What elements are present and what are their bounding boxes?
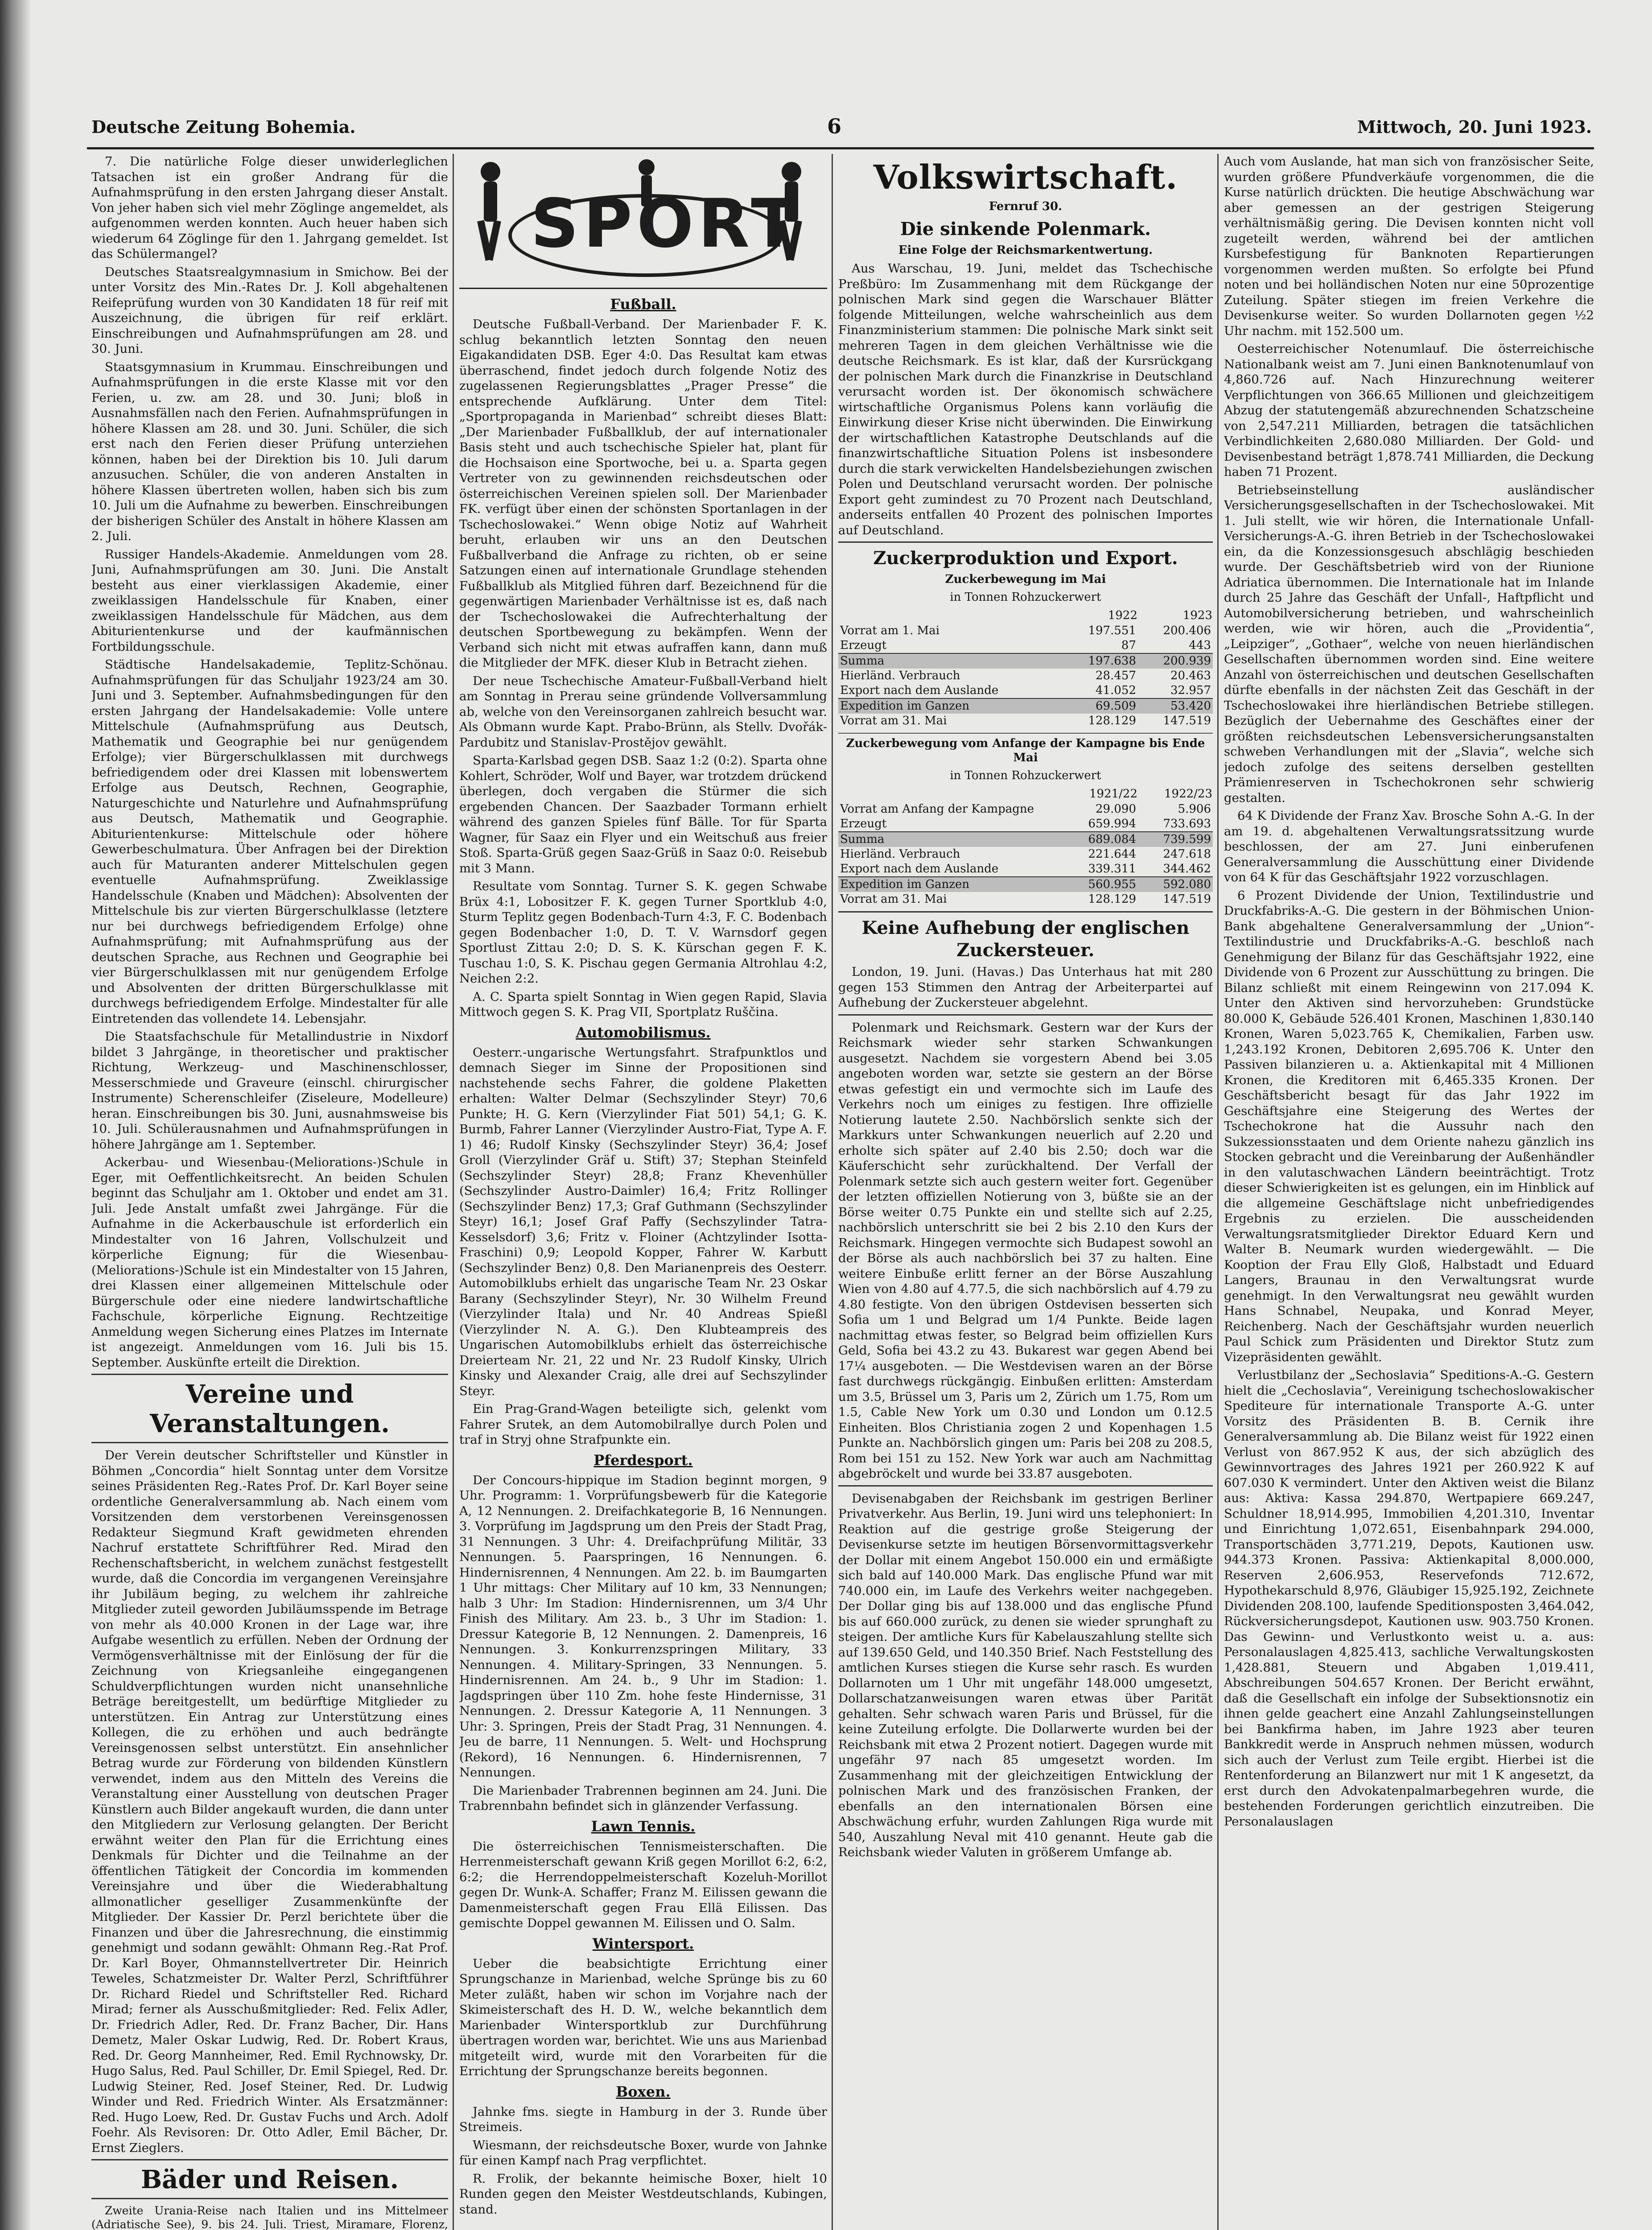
table-cell-value: 339.311 [1088, 862, 1136, 875]
table-title: Zuckerbewegung vom Anfange der Kampagne bis Ende Mai [846, 737, 1205, 764]
table-cell-value: 197.638 [1063, 653, 1138, 669]
table-cell-label: Erzeugt [840, 639, 887, 652]
table-row [838, 714, 1213, 728]
table-row [838, 638, 1213, 653]
article-paragraph: Betriebseinstellung ausländischer Versicherungsgesellschaften in der Tschechoslowakei. Mit 1. Juli stellt, wie wir hören, die Internationale Unfall-Versicherungs-A.-G. ihren Betrieb in der Tschechoslowakei ein, da die Konzessionsgesuch abschlägig beschieden wurde. Der Geschäftsbetrieb wird von der Riunione Adriatica übernommen. Die Internationale hat im Inlande durch 25 Jahre das Geschäft der Unfall-, Haftpflicht und Automobilversicherung betrieben, und wahrscheinlich werden, wie wir hören, auch die „Providentia“, „Leipziger“, „Gothaer“, welche von neuen hierländischen Gesellschaften übernommen worden sind. Eine weitere Anzahl von österreichischen und deutschen Gesellschaften dürfte ebenfalls in der nächsten Zeit das Geschäft in der Tschechoslowakei ihre hierländischen Betriebe stillegen. Bezüglich der Uebernahme des Geschäftes einer der größten reichsdeutschen Lebensversicherungsanstalten schweben Verhandlungen mit der „Slavia“, welche sich jedoch zufolge des seitens derselben gestellten Prämienreserven in Tschechokronen sehr schwierig gestalten. [1224, 483, 1594, 805]
table-row [838, 669, 1213, 683]
table-row [838, 892, 1213, 907]
newspaper-name: Deutsche Zeitung Bohemia. [91, 117, 356, 137]
table-cell-value: 221.644 [1088, 847, 1136, 861]
table-cell-label: Erzeugt [840, 817, 887, 830]
table-cell-value: 32.957 [1170, 684, 1211, 697]
scan-edge-left [0, 0, 31, 2230]
article-paragraph: Ackerbau- und Wiesenbau-(Meliorations-)Schule in Eger, mit Oeffentlichkeitsrecht. An beiden Schulen beginnt das Schuljahr am 1. Oktober und endet am 31. Juli. Jede Anstalt umfaßt zwei Jahrgänge. Für die Aufnahme in die Ackerbauschule ist erforderlich ein Mindestalter von 16 Jahren, Vollschulzeit und körperliche Eignung; für die Wiesenbau-(Meliorations-)Schule ist ein Mindestalter von 15 Jahren, drei Klassen einer allgemeinen Mittelschule oder Bürgerschule oder eine niedere landwirtschaftliche Fachschule, körperliche Eignung. Rechtzeitige Anmeldung wegen Sicherung eines Platzes im Internate ist angezeigt. Anmeldungen vom 16. Juli bis 15. September. Auskünfte erteilt die Direktion. [91, 1155, 448, 1370]
table-row [838, 817, 1213, 832]
table-cell-value: 344.462 [1163, 862, 1211, 875]
sugar-table-campaign [838, 786, 1213, 907]
table-cell-value: 592.080 [1138, 877, 1213, 892]
article-paragraph: Wiesmann, der reichsdeutsche Boxer, wurde von Jahnke für einen Kampf nach Prag verpflichtet. [459, 2138, 827, 2168]
article-paragraph: Jahnke fms. siegte in Hamburg in der 3. Runde über Streimeis. [459, 2104, 827, 2134]
section-heading-fussball: Fußball. [610, 296, 676, 313]
table-row [838, 847, 1213, 862]
table-year-header: 1921/22 [1089, 787, 1137, 801]
article-heading-aufhebung: Keine Aufhebung der englischen Zuckersteuer. [861, 917, 1190, 961]
table-unit: in Tonnen Rohzuckerwert [950, 769, 1101, 782]
table-cell-label: Expedition im Ganzen [838, 877, 1063, 892]
section-heading-tennis: Lawn Tennis. [591, 1817, 696, 1835]
issue-date: Mittwoch, 20. Juni 1923. [1357, 117, 1592, 137]
header-rule [87, 147, 1594, 149]
article-heading-zucker: Zuckerproduktion und Export. [873, 548, 1178, 569]
table-row [838, 683, 1213, 698]
article-paragraph: Der Verein deutscher Schriftsteller und Künstler in Böhmen „Concordia“ hielt Sonntag unter dem Vorsitze seines Präsidenten Reg.-Rates Prof. Dr. Karl Boyer seine ordentliche Generalversammlung ab. Nach einem vom Vorsitzenden dem verstorbenen Vereinsgenossen Redakteur Siegmund Kraft gewidmeten ehrenden Nachruf erstattete Schriftführer Red. Mirad den Rechenschaftsbericht, in welchem zunächst festgestellt wurde, daß die Concordia im vergangenen Vereinsjahre ihr Jubiläum beging, zu welchem ihr zahlreiche Mitglieder zuteil geworden Jubiläumsspende im Betrage von mehr als 40.000 Kronen in der Lage war, ihre Aufgabe wesentlich zu erfüllen. Neben der Ordnung der Vermögensverhältnisse mit der Einlösung der für die Zeichnung von Kriegsanleihe eingegangenen Schuldverpflichtungen wurden nicht unansehnliche Beträge bereitgestellt, um bedürftige Mitglieder zu unterstützen. Ein Antrag zur Unterstützung eines Kollegen, die zu erhöhen und auch bedrängte Vereinsgenossen selbst unterstützt. Ein ansehnlicher Betrag wurde zur Förderung von bildenden Künstlern verwendet, indem aus den Mitteln des Vereins die Veranstaltung einer Ausstellung von deutschen Prager Künstlern auch Bilder angekauft wurden, die dann unter den Mitgliedern zur Verlosung gelangten. Der Bericht erwähnt weiter den Plan für die Errichtung eines Denkmals für Dichter und die Teilnahme an der öffentlichen Tätigkeit der Concordia im kommenden Vereinsjahre und über die Wiederabhaltung allmonatlicher geselliger Zusammenkünfte der Mitglieder. Der Kassier Dr. Perzl berichtete über die Finanzen und über die Jahresrechnung, die einstimmig genehmigt und sodann gewählt: Ohmann Reg.-Rat Prof. Dr. Karl Boyer, Ohmannstellvertreter Dir. Heinrich Teweles, Schatzmeister Dr. Walter Perzl, Schriftführer Dr. Richard Riedel und Schriftsteller Red. Richard Mirad; ferner als Ausschußmitglieder: Red. Felix Adler, Dr. Friedrich Adler, Red. Dr. Franz Bacher, Dir. Hans Demetz, Maler Oskar Ludwig, Red. Dr. Robert Kraus, Red. Dr. Georg Mannheimer, Red. Emil Rychnowsky, Dr. Hugo Salus, Red. Paul Schiller, Dr. Emil Spiegel, Red. Dr. Ludwig Steiner, Red. Josef Steiner, Red. Dr. Ludwig Winder und Red. Friedrich Winter. Als Ersatzmänner: Red. Hugo Loew, Red. Dr. Gustav Fuchs und Arch. Adolf Foehr. Als Revisoren: Dr. Otto Adler, Emil Bächer, Dr. Ernst Zieglers. [91, 1448, 448, 2155]
section-heading-baeder: Bäder und Reisen. [140, 2165, 399, 2194]
article-paragraph: Sparta-Karlsbad gegen DSB. Saaz 1:2 (0:2). Sparta ohne Kohlert, Schröder, Wolf und Bayer, war trotzdem drückend überlegen, doch vergaben die Stürmer die sich ergebenden Chancen. Der Saazbader Tormann erhielt während des ganzen Spieles fünf Bälle. Tor für Sparta Wagner, für Saaz ein Flyer und ein Weitschuß aus freier Stoß. Sparta-Grüß gegen Saaz-Grüß in Saaz 0:0. Reisebub mit 3 Mann. [459, 753, 827, 875]
table-cell-value: 733.693 [1163, 817, 1211, 830]
article-paragraph: London, 19. Juni. (Havas.) Das Unterhaus hat mit 280 gegen 153 Stimmen den Antrag der Arbeiterpartei auf Aufhebung der Zuckersteuer abgelehnt. [838, 965, 1213, 1010]
article-paragraph: Auch vom Auslande, hat man sich von französischer Seite, wurden größere Pfundverkäufe vorgenommen, die die Kurse natürlich drückten. Die heutige Abschwächung war aber gemessen an der gestrigen Steigerung verhältnismäßig gering. Die Devisen konnten nicht voll zugeteilt werden, während bei der amtlichen Kursbefestigung für Banknoten Repartierungen vorgenommen werden mußten. So erfolgte bei Pfund noten und bei holländischen Noten nur eine 50prozentige Zuteilung. Später stiegen im freien Verkehre die Devisenkurse weiter. So wurden Dollarnoten gegen ½2 Uhr nachm. mit 152.500 um. [1224, 154, 1594, 338]
sugar-table-may [838, 608, 1213, 728]
fernruf-label: Fernruf 30. [989, 200, 1063, 213]
section-heading-auto: Automobilismus. [576, 1024, 711, 1041]
section-heading-boxen: Boxen. [616, 2083, 671, 2100]
table-cell-value: 197.551 [1088, 624, 1136, 637]
article-paragraph: Ein Prag-Grand-Wagen beteiligte sich, gelenkt vom Fahrer Srutek, an dem Automobilrallye durch Polen und traf in Stryj ohne Strafpunkte ein. [459, 1402, 827, 1447]
article-paragraph: Die Staatsfachschule für Metallindustrie in Nixdorf bildet 3 Jahrgänge, in theoretischer und praktischer Richtung, Werkzeug- und Maschinenschlosser, Messerschmiede und Graveure (einschl. chirurgischer Instrumente) Scherenschleifer (Ziseleure, Modelleure) heran. Einschreibungen bis 30. Juni, ausnahmsweise bis 10. Juli. Schülerausnahmen und Aufnahmsprüfungen in höhere Jahrgänge am 1. September. [91, 1029, 448, 1152]
table-cell-value: 689.084 [1063, 832, 1138, 847]
section-heading-pferde: Pferdesport. [593, 1451, 693, 1469]
column-1 [91, 154, 448, 2230]
article-paragraph: Die Marienbader Trabrennen beginnen am 24. Juni. Die Trabrennbahn befindet sich in glänzender Verfassung. [459, 1783, 827, 1813]
table-cell-value: 28.457 [1096, 669, 1136, 682]
section-rule [838, 911, 1213, 913]
section-heading-winter: Wintersport. [592, 1935, 694, 1952]
sport-section-logo [459, 154, 827, 289]
article-paragraph: A. C. Sparta spielt Sonntag in Wien gegen Rapid, Slavia Mittwoch gegen S. K. Prag VII, Sportplatz Ruščina. [459, 989, 827, 1019]
table-cell-label: Vorrat am 31. Mai [840, 714, 947, 727]
article-paragraph: Polenmark und Reichsmark. Gestern war der Kurs der Reichsmark wieder sehr starken Schwankungen ausgesetzt. Nachdem sie vorgestern Abend bei 3.05 angeboten worden war, setzte sie gestern an der Börse etwas gefestigt ein und vermochte sich im Laufe des Verkehrs noch um einiges zu festigen. Ihre offizielle Notierung lautete 2.50. Nachbörslich senkte sich der Markkurs unter Schwankungen neuerlich auf 2.20 und erholte sich später auf 2.40 bis 2.50; doch war die Käuferschicht sehr zurückhaltend. Der Verfall der Polenmark setzte sich auch gestern weiter fort. Gegenüber der letzten offiziellen Notierung von 3, büßte sie an der Börse weiter 0.75 Punkte ein und stellte sich auf 2.25, nachbörslich unterschritt sie bei 2 bis 2.10 den Kurs der Reichsmark. Hingegen vermochte sich Budapest sowohl an der Börse als auch nachbörslich bei 37 zu halten. Eine weitere Einbuße erlitt ferner an der Börse Auszahlung Wien von 4.80 auf 4.77.5, die sich nachbörslich auf 4.79 zu 4.80 festigte. Von den übrigen Ostdevisen besserten sich Sofia um 1 und Belgrad um 1/4 Punkte. Beide lagen nachmittag etwas fester, so Belgrad beim offiziellen Kurs Geld, Sofia bei 43.2 zu 43. Bukarest war gegen Abend bei 17¼ ausgeboten. — Die Westdevisen waren an der Börse fast durchwegs rückgängig. Einbußen erlitten: Amsterdam um 3.5, Brüssel um 3, Paris um 2, Zürich um 1.75, Rom um 1.5, Cable New York um 0.30 und London um 0.12.5 Einheiten. Blos Christiania zogen 2 und Kopenhagen 1.5 Punkte an. Nachbörslich gingen um: Paris bei 208 zu 208.5, Rom bei 151 zu 152. New York war auch am Nachmittag abgebröckelt und wurde bei 33.87 ausgeboten. [838, 1020, 1213, 1481]
table-cell-value: 200.939 [1138, 653, 1213, 669]
article-paragraph: Oesterr.-ungarische Wertungsfahrt. Strafpunktlos und demnach Sieger im Sinne der Propositionen sind nachstehende sechs Fahrer, die goldene Plaketten erhalten: Walter Delmar (Sechszylinder Steyr) 70,6 Punkte; H. G. Kern (Vierzylinder Fiat 501) 54,1; G. K. Burmb, Fahrer Lanner (Vierzylinder Austro-Fiat, Type A. F. 1) 46; Rudolf Kinsky (Sechszylinder Steyr) 36,4; Josef Groll (Vierzylinder Gräf u. Stift) 37; Stephan Steinfeld (Sechszylinder Steyr) 28,8; Franz Khevenhüller (Sechszylinder Austro-Daimler) 16,4; Fritz Rollinger (Sechszylinder Benz) 17,3; Graf Guthmann (Sechszylinder Steyr) 16,1; Josef Graf Paffy (Sechszylinder Tatra-Kesselsdorf) 3,6; Fritz v. Floiner (Achtzylinder Isotta-Fraschini) 0,9; Leopold Kopper, Fahrer W. Karbutt (Sechszylinder Benz) 0,8. Den Marianenpreis des Oesterr. Automobilklubs erhielt das ungarische Team Nr. 23 Oskar Barany (Sechszylinder Steyr), Nr. 30 Wilhelm Freund (Vierzylinder Itala) und Nr. 40 Andreas Spießl (Vierzylinder N. A. G.). Den Klubteampreis des Ungarischen Automobilklubs erhielt das österreichische Dreierteam Nr. 21, 22 und Nr. 23 Rudolf Kinsky, Ulrich Kinsky und Alexander Craig, alle drei auf Sechszylinder Steyr. [459, 1045, 827, 1398]
table-cell-value: 443 [1189, 639, 1211, 652]
table-row [838, 862, 1213, 877]
section-rule [838, 1014, 1213, 1016]
section-rule [91, 2159, 448, 2160]
table-cell-value: 128.129 [1088, 892, 1136, 906]
article-paragraph: 6 Prozent Dividende der Union, Textilindustrie und Druckfabriks-A.-G. Die gestern in der Böhmischen Union-Bank abgehaltene Generalversammlung der „Union“-Textilindustrie und Druckfabriks-A.-G. beschloß nach Genehmigung der Bilanz für das Geschäftsjahr 1922, eine Dividende von 6 Prozent zur Ausschüttung zu bringen. Die Bilanz schließt mit einem Reingewinn von 217.094 K. Unter den Aktiven sind hervorzuheben: Grundstücke 80.000 K, Gebäude 526.401 Kronen, Maschinen 1,830.140 Kronen, Waren 5,023.765 K, Chemikalien, Farben usw. 1,243.192 Kronen, Debitoren 2,695.706 K. Unter den Passiven bilanzieren u. a. Aktienkapital mit 4 Millionen Kronen, die Kreditoren mit 6,465.335 Kronen. Der Geschäftsbericht besagt für das Jahr 1922 im Geschäftsjahre eine Steigerung des Wertes der Tschechokrone hat die Aussuhr nach den Sukzessionsstaaten und dem Oriente nahezu gänzlich ins Stocken gebracht und die Vereinbarung der Außenhändler in den valutaschwachen Ländern beeinträchtigt. Trotz dieser Schwierigkeiten ist es gelungen, ein im Hinblick auf die allgemeine Geschäftslage nicht unbefriedigendes Ergebnis zu erzielen. Die ausscheidenden Verwaltungsratsmitglieder Direktor Eduard Kern und Walter B. Neumark wurden wiedergewählt. — Die Kooption der Frau Elly Gloß, Halbstadt und Eduard Langers, Braunau in den Verwaltungsrat wurde genehmigt. In den Verwaltungsrat neu gewählt wurden Hans Schnabel, Neupaka, und Konrad Meyer, Reichenberg. Nach der Geschäftsjahr wurden neuerlich Paul Schick zum Präsidenten und Direktor Stutz zum Vizepräsidenten gewählt. [1224, 888, 1594, 1364]
table-cell-value: 53.420 [1138, 698, 1213, 714]
article-paragraph: Deutsche Fußball-Verband. Der Marienbader F. K. schlug bekanntlich letzten Sonntag den neuen Eigakandidaten DSB. Eger 4:0. Das Resultat kam etwas überraschend, findet jedoch durch folgende Notiz des zugelassenen Regierungsblattes „Prager Presse“ die entsprechende Aufklärung. Unter dem Titel: „Sportpropaganda in Marienbad“ schreibt dieses Blatt: „Der Marienbader Fußballklub, der auf internationaler Basis steht und auch tschechische Spieler hat, plant für die Hochsaison eine Sportwoche, bei u. a. Sparta gegen Vertreter von zu gewinnenden reichsdeutschen oder österreichischen Vereinen spielen soll. Der Marienbader FK. verfügt über einen der schönsten Sportanlagen in der Tschechoslowakei.“ Wenn obige Notiz auf Wahrheit beruht, erlauben wir uns an den Deutschen Fußballverband die Anfrage zu richten, ob er seine Satzungen einen auf internationale Grundlage stehenden Fußballklub als Mitglied führen darf. Bezeichnend für die gegenwärtigen Marienbader Verhältnisse ist es, daß nach der Tschechoslowakei die Aufrechterhaltung der deutschen Sportbewegung zu bekämpfen. Wenn der Verband sich nicht mit etwas aufraffen kann, dann muß die Mitglieder der MFK. dieser Klub in Betracht ziehen. [459, 317, 827, 670]
column-4 [1224, 154, 1594, 2230]
column-2 [459, 154, 827, 2230]
table-cell-label: Export nach dem Auslande [840, 684, 999, 697]
section-rule [91, 1374, 448, 1375]
section-heading-volkswirtschaft: Volkswirtschaft. [873, 158, 1178, 197]
section-rule [91, 1442, 448, 1443]
table-cell-value: 560.955 [1063, 877, 1138, 892]
article-paragraph: Staatsgymnasium in Krummau. Einschreibungen und Aufnahmsprüfungen in die erste Klasse mit vor den Ferien, u. zw. am 28. und 30. Juni; bloß in Ausnahmsfällen nach den Ferien. Aufnahmsprüfungen in höhere Klassen am 28. und 30. Juni. Schüler, die sich erst nach den Ferien dieser Prüfung unterziehen können, haben bei der Direktion bis 10. Juli darum anzusuchen. Schüler, die von anderen Anstalten in höhere Klassen übertreten wollen, haben sich bis zum 10. Juli um die Aufnahme zu bewerben. Einschreibungen der bisherigen Schüler des Anstalt in höhere Klassen am 2. Juli. [91, 359, 448, 543]
section-rule [838, 541, 1213, 543]
article-paragraph: Ueber die beabsichtigte Errichtung einer Sprungschanze in Marienbad, welche Sprünge bis zu 60 Meter zuläßt, haben wir schon im Vorjahre nach der Skimeisterschaft des H. D. W., welche bekanntlich dem Marienbader Wintersportklub zur Durchführung übertragen worden war, berichtet. Wie uns aus Marienbad mitgeteilt wird, wurde mit den Vorarbeiten für die Errichtung der Sprungschanze bereits begonnen. [459, 1956, 827, 2078]
article-paragraph: Verlustbilanz der „Sechoslavia“ Speditions-A.-G. Gestern hielt die „Cechoslavia“, Vereinigung tschechoslowakischer Spediteure für internationale Transporte A.-G. unter Vorsitz des Präsidenten B. B. Cernik ihre Generalversammlung ab. Die Bilanz weist für 1922 einen Verlust von 867.952 K aus, der sich abzüglich des Gewinnvortrages des Jahres 1921 per 260.922 K auf 607.030 K vermindert. Unter den Aktiven weist die Bilanz aus: Aktiva: Kassa 294.870, Wertpapiere 669.247, Schuldner 18,914.995, Immobilien 4,201.310, Inventar und Einrichtung 1,072.651, Eisenbahnpark 294.000, Transportschäden 3,771.219, Depots, Kautionen usw. 944.373 Kronen. Passiva: Aktienkapital 8,000.000, Reserven 2,606.953, Reservefonds 712.672, Hypothekarschuld 8,976, Gläubiger 15,925.192, Zeichnete Dividenden 208.100, laufende Speditionsposten 3,464.042, Rückversicherungsdepot, Kautionen usw. 903.750 Kronen. Das Gewinn- und Verlustkonto weist u. a. aus: Personalauslagen 4,825.413, sachliche Verwaltungskosten 1,428.881, Steuern und Abgaben 1,019.411, Abschreibungen 504.657 Kronen. Der Bericht erwähnt, daß die Gesellschaft ein infolge der Subsektionsnotiz ein ihnen gelde geachert eine Anzahl Zahlungseinstellungen bei Bankfirma haben, im Jahre 1923 aber teuren Bankkredit werde in Anspruch nehmen müssen, wodurch sich auch der Verlust zum Teile ergibt. Hierbei ist die Rentenforderung an Bilanzwert nur mit 1 K angesetzt, da erst durch den Advokatenpalmarbegehren wurde, die bestehenden Forderungen gerichtlich einzutreiben. Die Personalauslagen [1224, 1368, 1594, 1829]
section-heading-vereine: Vereine und Veranstaltungen. [150, 1379, 390, 1438]
table-cell-value: 87 [1121, 639, 1136, 652]
column-divider [453, 154, 454, 2230]
table-row [838, 624, 1213, 638]
table-row [838, 802, 1213, 817]
column-3 [838, 154, 1213, 2230]
article-heading-polenmark: Die sinkende Polenmark. [900, 219, 1151, 240]
article-paragraph: Städtische Handelsakademie, Teplitz-Schönau. Aufnahmsprüfungen für das Schuljahr 1923/24 am 30. Juni und 3. September. Aufnahmsbedingungen für den ersten Jahrgang der Handelsakademie: Volle untere Mittelschule (Aufnahmsprüfung aus Deutsch, Mathematik und Geographie bei nur genügendem Erfolge); vier Bürgerschulklassen mit durchwegs befriedigendem oder drei Klassen mit lobenswertem Erfolge aus Deutsch, Rechnen, Geographie, Naturgeschichte und Naturlehre und Aufnahmsprüfung aus Deutsch, Mathematik und Geographie. Abiturientenkurse: Mittelschule oder höhere Gewerbeschulmatura. Über Anfragen bei der Direktion auch für Maturanten anderer Mittelschulen gegen eventuelle Aufnahmsprüfung. Zweiklassige Handelsschule (Knaben und Mädchen): Absolventen der Mittelschule bis zur vierten Bürgerschulklasse (letztere nur bei durchwegs befriedigendem Erfolge) ohne Aufnahmsprüfung; mit Aufnahmsprüfung aus der deutschen Sprache, aus Rechnen und Geographie bei vier Bürgerschulklassen mit nur genügendem Erfolge und Absolventen der dritten Bürgerschulklasse mit durchwegs befriedigendem Erfolge. Mindestalter für alle Eintretenden das vollendete 14. Lebensjahr. [91, 657, 448, 1026]
table-rule [838, 733, 1213, 734]
table-cell-label: Vorrat am 1. Mai [840, 624, 940, 637]
table-unit: in Tonnen Rohzuckerwert [950, 591, 1101, 604]
table-cell-value: 147.519 [1163, 892, 1211, 906]
article-paragraph: Aus Warschau, 19. Juni, meldet das Tschechische Preßbüro: Im Zusammenhang mit dem Rückgange der polnischen Mark sind gegen die Warschauer Blätter folgende Mitteilungen, welche wahrscheinlich aus dem Finanzministerium stammen: Die polnische Mark sinkt seit mehreren Tagen in dem gleichen Verhältnisse wie die deutsche Reichsmark. Es ist klar, daß der Kursrückgang der polnischen Mark durch die Finanzkrise in Deutschland verursacht worden ist. Der ökonomisch schwächere wirtschaftliche Organismus Polens kann vorläufig die Einwirkung dieser Krise nicht überwinden. Die Einwirkung der wirtschaftlichen Katastrophe Deutschlands auf die finanzwirtschaftliche Situation Polens ist insbesondere durch die stark verwickelten Handelsbeziehungen zwischen Polen und Deutschland verursacht worden. Der polnische Export geht zumindest zu 70 Prozent nach Deutschland, anderseits entfallen 40 Prozent des polnischen Importes auf Deutschland. [838, 261, 1213, 537]
article-paragraph: Zweite Urania-Reise nach Italien und ins Mittelmeer (Adriatische See), 9. bis 24. Juli. Triest, Miramare, Florenz, [91, 2204, 448, 2230]
table-cell-value: 247.618 [1163, 847, 1211, 861]
table-cell-label: Summa [838, 653, 1063, 669]
article-paragraph: Resultate vom Sonntag. Turner S. K. gegen Schwabe Brüx 4:1, Lobositzer F. K. gegen Turner Sportklub 4:0, Sturm Teplitz gegen Bodenbach-Turn 4:3, F. C. Bodenbach gegen Bodenbacher 1:0, D. T. V. Warnsdorf gegen Sportlust Zittau 2:0; D. S. K. Kürschan gegen F. K. Tuschau 1:0, S. K. Pischau gegen Germania Altrohlau 4:2, Neichen 2:2. [459, 879, 827, 986]
table-cell-label: Vorrat am 31. Mai [840, 892, 947, 906]
article-paragraph: Devisenabgaben der Reichsbank im gestrigen Berliner Privatverkehr. Aus Berlin, 19. Juni wird uns telephoniert: In Reaktion auf die gestrige große Steigerung der Devisenkurse setzte im heutigen Börsenvormittagsverkehr der Dollar mit einem Angebot 150.000 ein und ermäßigte sich bald auf 140.000 Mark. Das englische Pfund war mit 740.000 ein, im Laufe des Verkehrs weiter nachgegeben. Der Dollar ging bis auf 138.000 und das englische Pfund bis auf 660.000 zurück, zu denen sie wieder sprunghaft zu steigen. Der amtliche Kurs für Kabelauszahlung stellte sich auf 139.650 Geld, und 140.350 Brief. Nach Feststellung des amtlichen Kurses stiegen die Kurse sehr rasch. Es wurden Dollarnoten um 1 Uhr mit ungefähr 148.000 umgesetzt, Dollarschatzanweisungen waren etwas über Parität gehalten. Sehr schwach waren Paris und Brüssel, für die keine Zuteilung erfolgte. Die Dollarwerte wurden bei der Reichsbank mit etwa 2 Prozent notiert. Dagegen wurde mit ungefähr 97 nach 85 umgesetzt worden. Im Zusammenhang mit der gleichzeitigen Entwicklung der polnischen Mark und des französischen Franken, der ebenfalls an den internationalen Börsen eine Abschwächung erfuhr, wurden Zahlungen Riga wurde mit 540, Auszahlung Neval mit 410 genannt. Heute gab die Reichsbank wieder Valuten in größerem Umfange ab. [838, 1491, 1213, 1859]
table-cell-label: Hierländ. Verbrauch [840, 669, 960, 682]
table-cell-value: 200.406 [1163, 624, 1211, 637]
table-cell-value: 147.519 [1163, 714, 1211, 727]
article-paragraph: Der Concours-hippique im Stadion beginnt morgen, 9 Uhr. Programm: 1. Vorprüfungsbewerb für die Kategorie A, 12 Nennungen. 2. Dreifachkategorie B, 16 Nennungen. 3. Vorprüfung im Jagdsprung um den Preis der Stadt Prag, 31 Nennungen. 3 Uhr: 4. Dreifachprüfung Militär, 33 Nennungen. 5. Paarspringen, 16 Nennungen. 6. Hindernisrennen, 4 Nennungen. Am 22. b. im Baumgarten 1 Uhr mittags: Cher Military auf 10 km, 33 Nennungen; halb 3 Uhr: Im Stadion: Hindernisrennen, um 3/4 Uhr Finish des Military. Am 23. b., 3 Uhr im Stadion: 1. Dressur Kategorie B, 12 Nennungen. 2. Damenpreis, 16 Nennungen. 3. Konkurrenzspringen Military, 33 Nennungen. 4. Military-Springen, 33 Nennungen. 5. Hindernisrennen. Am 24. b., 9 Uhr im Stadion: 1. Jagdspringen über 110 Zm. hohe feste Hindernisse, 31 Nennungen. 2. Dressur Kategorie A, 11 Nennungen. 3 Uhr: 3. Springen, Preis der Stadt Prag, 31 Nennungen. 4. Jeu de barre, 11 Nennungen. 5. Welt- und Hochsprung (Rekord), 16 Nennungen. 6. Hindernisrennen, 7 Nennungen. [459, 1473, 827, 1780]
article-paragraph: 64 K Dividende der Franz Xav. Brosche Sohn A.-G. In der am 19. d. abgehaltenen Verwaltungsratssitzung wurde beschlossen, der am 27. Juni einberufenen Generalversammlung die Ausschüttung einer Dividende von 64 K für das Geschäftsjahr 1922 vorzuschlagen. [1224, 809, 1594, 884]
table-year-header: 1922/23 [1164, 787, 1212, 801]
table-cell-label: Expedition im Ganzen [838, 698, 1063, 714]
table-year-header: 1923 [1182, 609, 1212, 622]
table-cell-value: 69.509 [1063, 698, 1138, 714]
sport-logo-word: SPORT [531, 185, 801, 263]
table-cell-label: Summa [838, 832, 1063, 847]
table-cell-value: 41.052 [1096, 684, 1136, 697]
table-cell-value: 739.599 [1138, 832, 1213, 847]
section-rule [838, 1485, 1213, 1487]
section-rule [91, 2198, 448, 2199]
article-subheading: Eine Folge der Reichsmarkentwertung. [898, 244, 1153, 257]
table-cell-label: Vorrat am Anfang der Kampagne [840, 802, 1034, 816]
article-paragraph: Die österreichischen Tennismeisterschaften. Die Herrenmeisterschaft gewann Kriß gegen Morillot 6:2, 6:2, 6:2; die Herrendoppelmeisterschaft Kozeluh-Morillot gegen Dr. Wunk-A. Schaffer; Franz M. Eilissen gewann die Damenmeisterschaft gegen Frau Ellä Eilissen. Das gemischte Doppel gewannen M. Eilissen und O. Salm. [459, 1839, 827, 1930]
column-divider [1217, 154, 1219, 2230]
table-cell-value: 659.994 [1088, 817, 1136, 830]
table-cell-value: 20.463 [1170, 669, 1211, 682]
table-year-header: 1922 [1108, 609, 1137, 622]
article-paragraph: Russiger Handels-Akademie. Anmeldungen vom 28. Juni, Aufnahmsprüfungen am 30. Juni. Die Anstalt besteht aus einer vierklassigen Akademie, einer zweiklassigen Handelsschule für Knaben, einer zweiklassigen Handelsschule für Mädchen, aus dem Abiturientenkurse und der kaufmännischen Fortbildungsschule. [91, 547, 448, 654]
article-paragraph: 7. Die natürliche Folge dieser unwiderleglichen Tatsachen ist ein großer Andrang für die Aufnahmsprüfung in den ersten Jahrgang dieser Anstalt. Von jeher haben sich viel mehr Zöglinge angemeldet, als aufgenommen werden konnten. Auch heuer haben sich wiederum 64 Zöglinge für den 1. Jahrgang gemeldet. Ist das Schülermangel? [91, 154, 448, 261]
page-number: 6 [827, 114, 842, 138]
table-row [838, 832, 1213, 847]
table-cell-value: 5.906 [1178, 802, 1211, 816]
table-title: Zuckerbewegung im Mai [945, 573, 1106, 586]
page-header [91, 114, 1592, 144]
table-row [838, 877, 1213, 892]
table-cell-value: 128.129 [1088, 714, 1136, 727]
table-cell-label: Hierländ. Verbrauch [840, 847, 960, 861]
table-row [838, 653, 1213, 669]
table-cell-value: 29.090 [1096, 802, 1136, 816]
article-paragraph: Der neue Tschechische Amateur-Fußball-Verband hielt am Sonntag in Prerau seine gründende Vollversammlung ab, welche von den Vereinsorganen zahlreich besucht war. Als Obmann wurde Kapt. Prabo-Brünn, als Stellv. Dvořák-Pardubitz und Stanislav-Prostějov gewählt. [459, 673, 827, 750]
article-paragraph: Oesterreichischer Notenumlauf. Die österreichische Nationalbank weist am 7. Juni einen Banknotenumlauf von 4,860.726 auf. Nach Hinzurechnung weiterer Verpflichtungen von 366.65 Millionen und gleichzeitigem Abzug der statutengemäß abzurechnenden Schatzscheine von 2,547.211 Milliarden, betragen die tatsächlichen Verbindlichkeiten 2,680.080 Milliarden. Der Gold- und Devisenbestand beträgt 1,878.741 Milliarden, die Deckung haben 71 Prozent. [1224, 342, 1594, 479]
article-paragraph: R. Frolik, der bekannte heimische Boxer, hielt 10 Runden gegen den Meister Westdeutschlands, Kubingen, stand. [459, 2171, 827, 2217]
table-cell-label: Export nach dem Auslande [840, 862, 999, 875]
article-paragraph: Deutsches Staatsrealgymnasium in Smichow. Bei der unter Vorsitz des Min.-Rates Dr. J. Koll abgehaltenen Reifeprüfung wurden von 30 Kandidaten 18 für reif mit Auszeichnung, die übrigen für reif erklärt. Einschreibungen und Aufnahmsprüfungen am 28. und 30. Juni. [91, 264, 448, 356]
table-row [838, 698, 1213, 714]
column-divider [832, 154, 833, 2230]
